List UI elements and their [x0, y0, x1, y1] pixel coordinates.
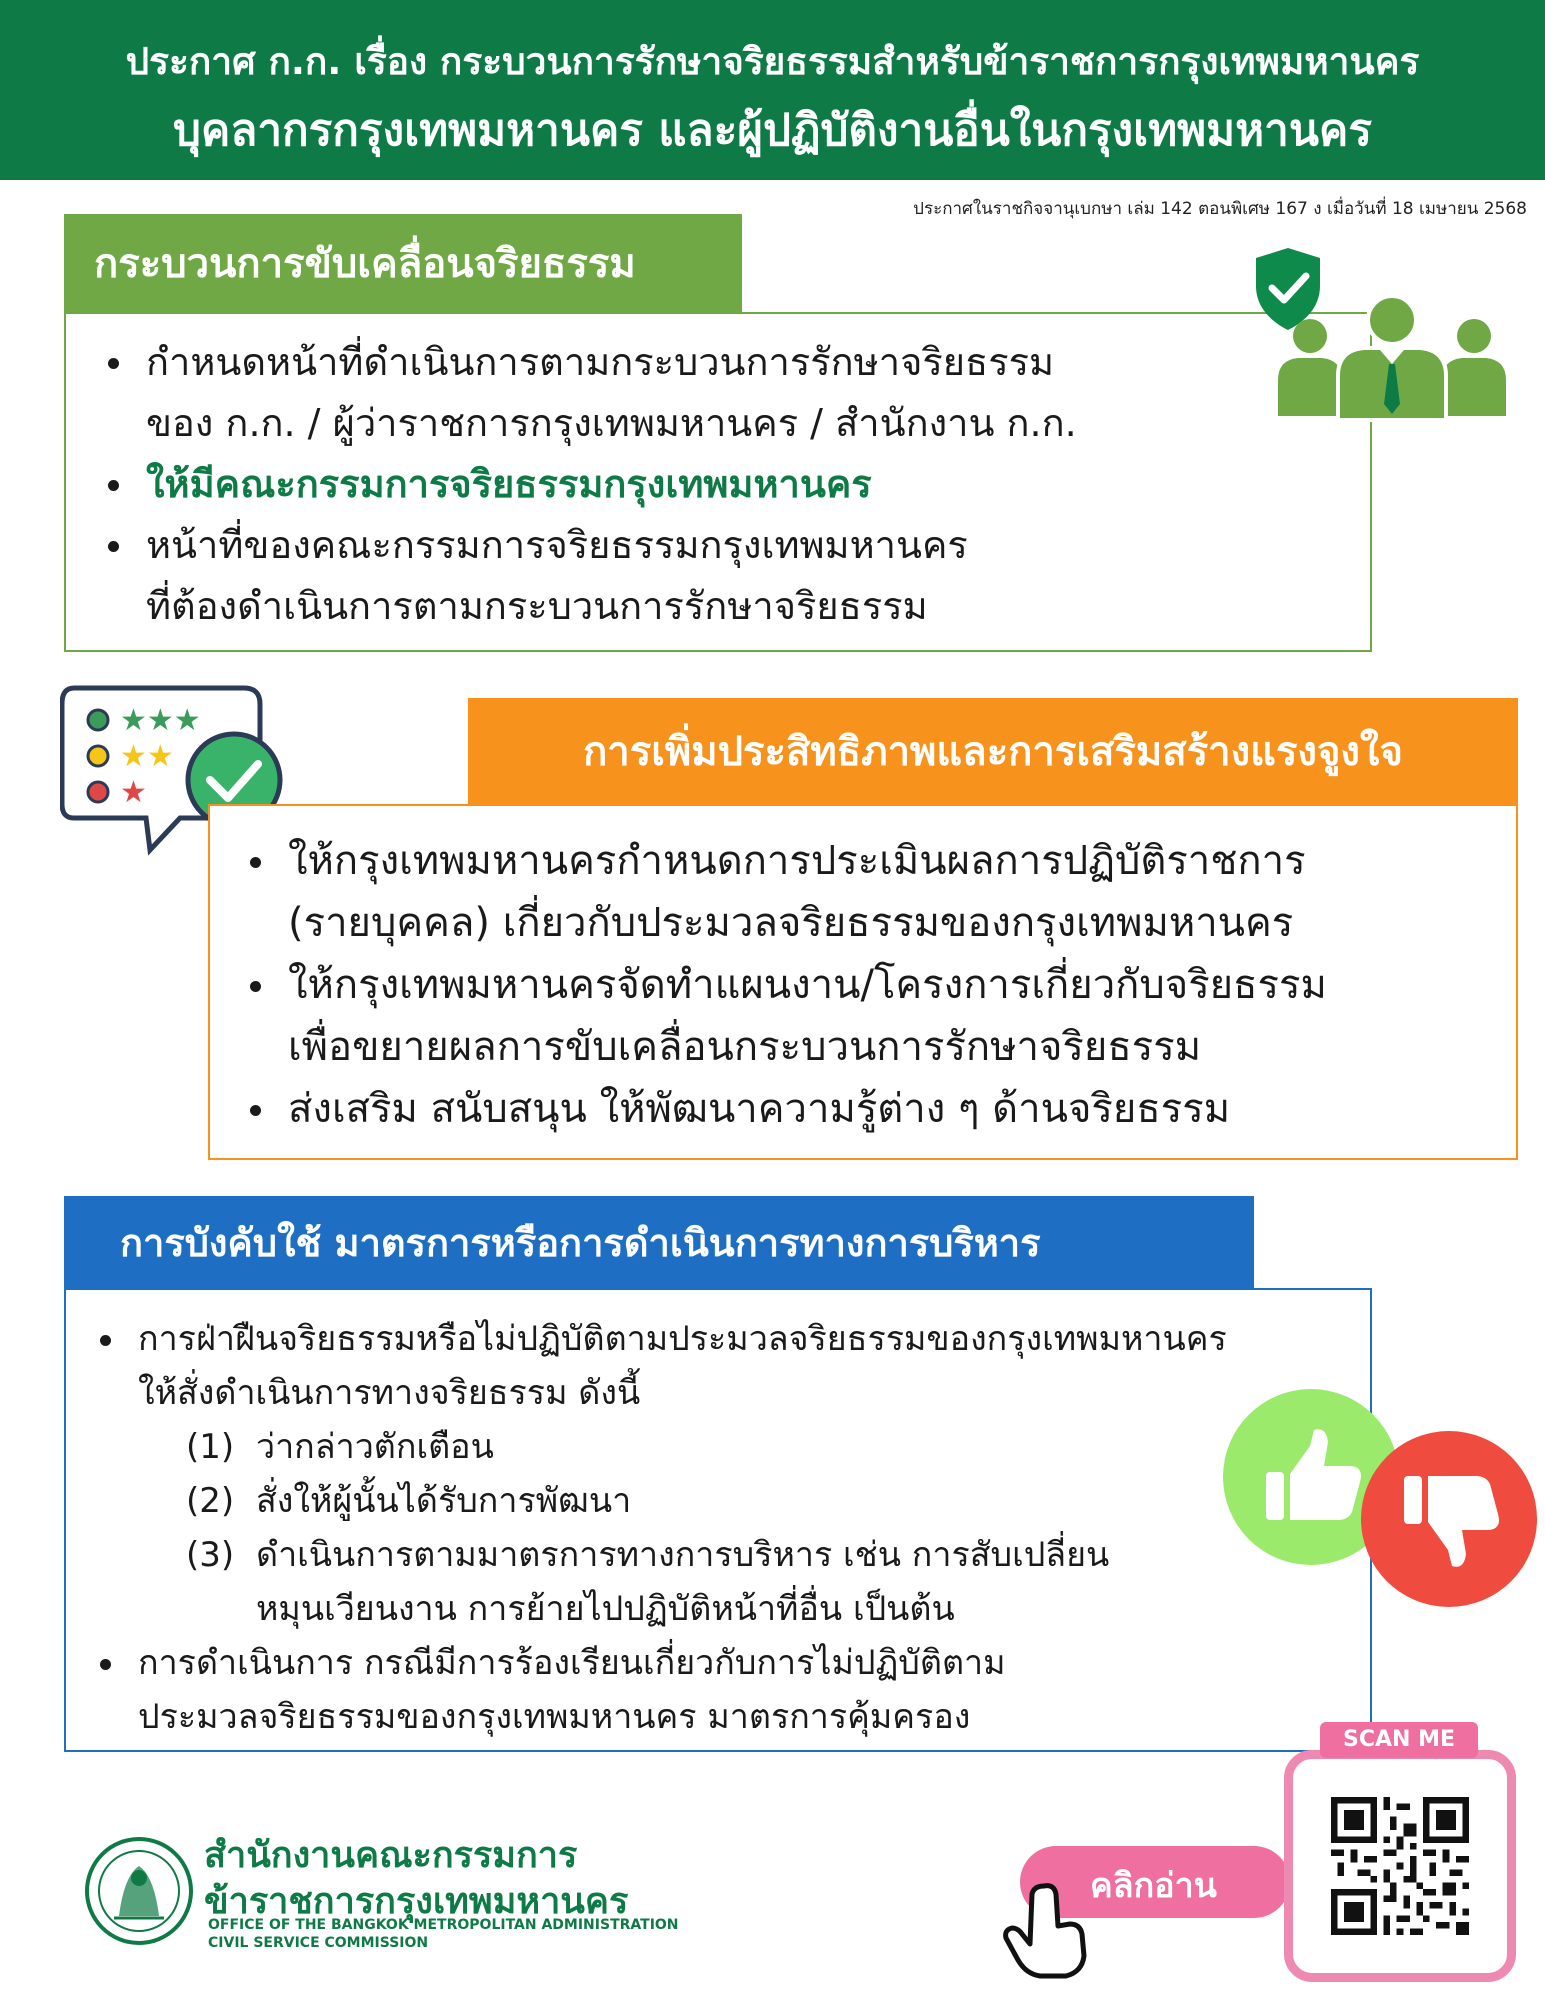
sub-item	[138, 1420, 1227, 1474]
sub-item-number: (3)	[186, 1535, 235, 1575]
sub-item-text: ว่ากล่าวตักเตือน	[256, 1427, 494, 1467]
section1-title: กระบวนการขับเคลื่อนจริยธรรม	[64, 214, 742, 312]
list-item-text: ส่งเสริม สนับสนุน ให้พัฒนาความรู้ต่าง ๆ ด้านจริยธรรม	[288, 1086, 1231, 1132]
section1-box	[64, 312, 1372, 652]
team-icon	[1276, 292, 1508, 422]
gazette-note: ประกาศในราชกิจจานุเบกษา เล่ม 142 ตอนพิเศษ 167 ง เมื่อวันที่ 18 เมษายน 2568	[913, 199, 1527, 219]
list-item	[244, 954, 1327, 1078]
scan-me-label: SCAN ME	[1320, 1722, 1478, 1758]
section1-list	[102, 332, 1077, 637]
list-item	[94, 1312, 1227, 1636]
list-item	[244, 1078, 1327, 1140]
svg-text:★: ★	[120, 775, 147, 810]
list-item-text-highlight: ให้มีคณะกรรมการจริยธรรมกรุงเทพมหานคร	[146, 462, 872, 506]
sub-item-number: (1)	[186, 1427, 235, 1467]
section3-list	[94, 1312, 1227, 1744]
org-name-th: ข้าราชการกรุงเทพมหานคร	[204, 1881, 629, 1922]
pointing-hand-icon	[1000, 1880, 1090, 1980]
list-item-text: ที่ต้องดำเนินการตามกระบวนการรักษาจริยธรรม	[146, 584, 928, 628]
sub-item	[138, 1474, 1227, 1528]
sub-item	[138, 1528, 1227, 1582]
read-more-label[interactable]: คลิกอ่าน	[1090, 1866, 1217, 1906]
org-name-en: CIVIL SERVICE COMMISSION	[208, 1935, 429, 1951]
list-item-text: เพื่อขยายผลการขับเคลื่อนกระบวนการรักษาจริยธรรม	[288, 1024, 1202, 1070]
section2-title: การเพิ่มประสิทธิภาพและการเสริมสร้างแรงจูงใจ	[468, 698, 1518, 804]
list-item-text: ให้กรุงเทพมหานครกำหนดการประเมินผลการปฏิบัติราชการ	[288, 838, 1306, 884]
list-item	[102, 332, 1077, 454]
list-item-text: การดำเนินการ กรณีมีการร้องเรียนเกี่ยวกับการไม่ปฏิบัติตาม	[138, 1643, 1006, 1683]
header-title-line1: ประกาศ ก.ก. เรื่อง กระบวนการรักษาจริยธรรมสำหรับข้าราชการกรุงเทพมหานคร	[125, 40, 1420, 83]
bma-seal-logo	[84, 1836, 194, 1946]
thumbs-down-icon	[1360, 1430, 1538, 1608]
list-item	[102, 454, 1077, 515]
list-item-text: (รายบุคคล) เกี่ยวกับประมวลจริยธรรมของกรุงเทพมหานคร	[288, 900, 1294, 946]
section3-box	[64, 1288, 1372, 1752]
svg-text:★★★: ★★★	[120, 703, 201, 738]
header-title-line2: บุคลากรกรุงเทพมหานคร และผู้ปฏิบัติงานอื่นในกรุงเทพมหานคร	[173, 105, 1372, 156]
qr-code-icon[interactable]	[1331, 1797, 1469, 1935]
svg-text:★★: ★★	[120, 739, 174, 774]
list-item-text: ให้สั่งดำเนินการทางจริยธรรม ดังนี้	[138, 1373, 641, 1413]
list-item	[244, 830, 1327, 954]
list-item-text: ประมวลจริยธรรมของกรุงเทพมหานคร มาตรการคุ้มครอง	[138, 1697, 971, 1737]
section2-box	[208, 804, 1518, 1160]
list-item-text: การฝ่าฝืนจริยธรรมหรือไม่ปฏิบัติตามประมวลจริยธรรมของกรุงเทพมหานคร	[138, 1319, 1227, 1359]
qr-frame[interactable]	[1284, 1750, 1516, 1982]
list-item-text: ของ ก.ก. / ผู้ว่าราชการกรุงเทพมหานคร / สำนักงาน ก.ก.	[146, 401, 1077, 445]
page-header	[0, 0, 1545, 180]
org-name-en: OFFICE OF THE BANGKOK METROPOLITAN ADMINISTRATION	[208, 1917, 679, 1933]
sub-item-text: สั่งให้ผู้นั้นได้รับการพัฒนา	[256, 1481, 632, 1521]
org-name-th: สำนักงานคณะกรรมการ	[204, 1835, 578, 1876]
list-item-text: ให้กรุงเทพมหานครจัดทำแผนงาน/โครงการเกี่ยวกับจริยธรรม	[288, 962, 1327, 1008]
sub-item-text: ดำเนินการตามมาตรการทางการบริหาร เช่น การสับเปลี่ยน	[256, 1535, 1110, 1575]
sub-item-number: (2)	[186, 1481, 235, 1521]
section3-title: การบังคับใช้ มาตรการหรือการดำเนินการทางการบริหาร	[64, 1196, 1254, 1288]
section2-list	[244, 830, 1327, 1140]
sub-item-text-continued: หมุนเวียนงาน การย้ายไปปฏิบัติหน้าที่อื่น เป็นต้น	[256, 1589, 955, 1629]
list-item	[102, 515, 1077, 637]
list-item-text: กำหนดหน้าที่ดำเนินการตามกระบวนการรักษาจริยธรรม	[146, 340, 1055, 384]
list-item	[94, 1636, 1227, 1744]
list-item-text: หน้าที่ของคณะกรรมการจริยธรรมกรุงเทพมหานคร	[146, 523, 968, 567]
